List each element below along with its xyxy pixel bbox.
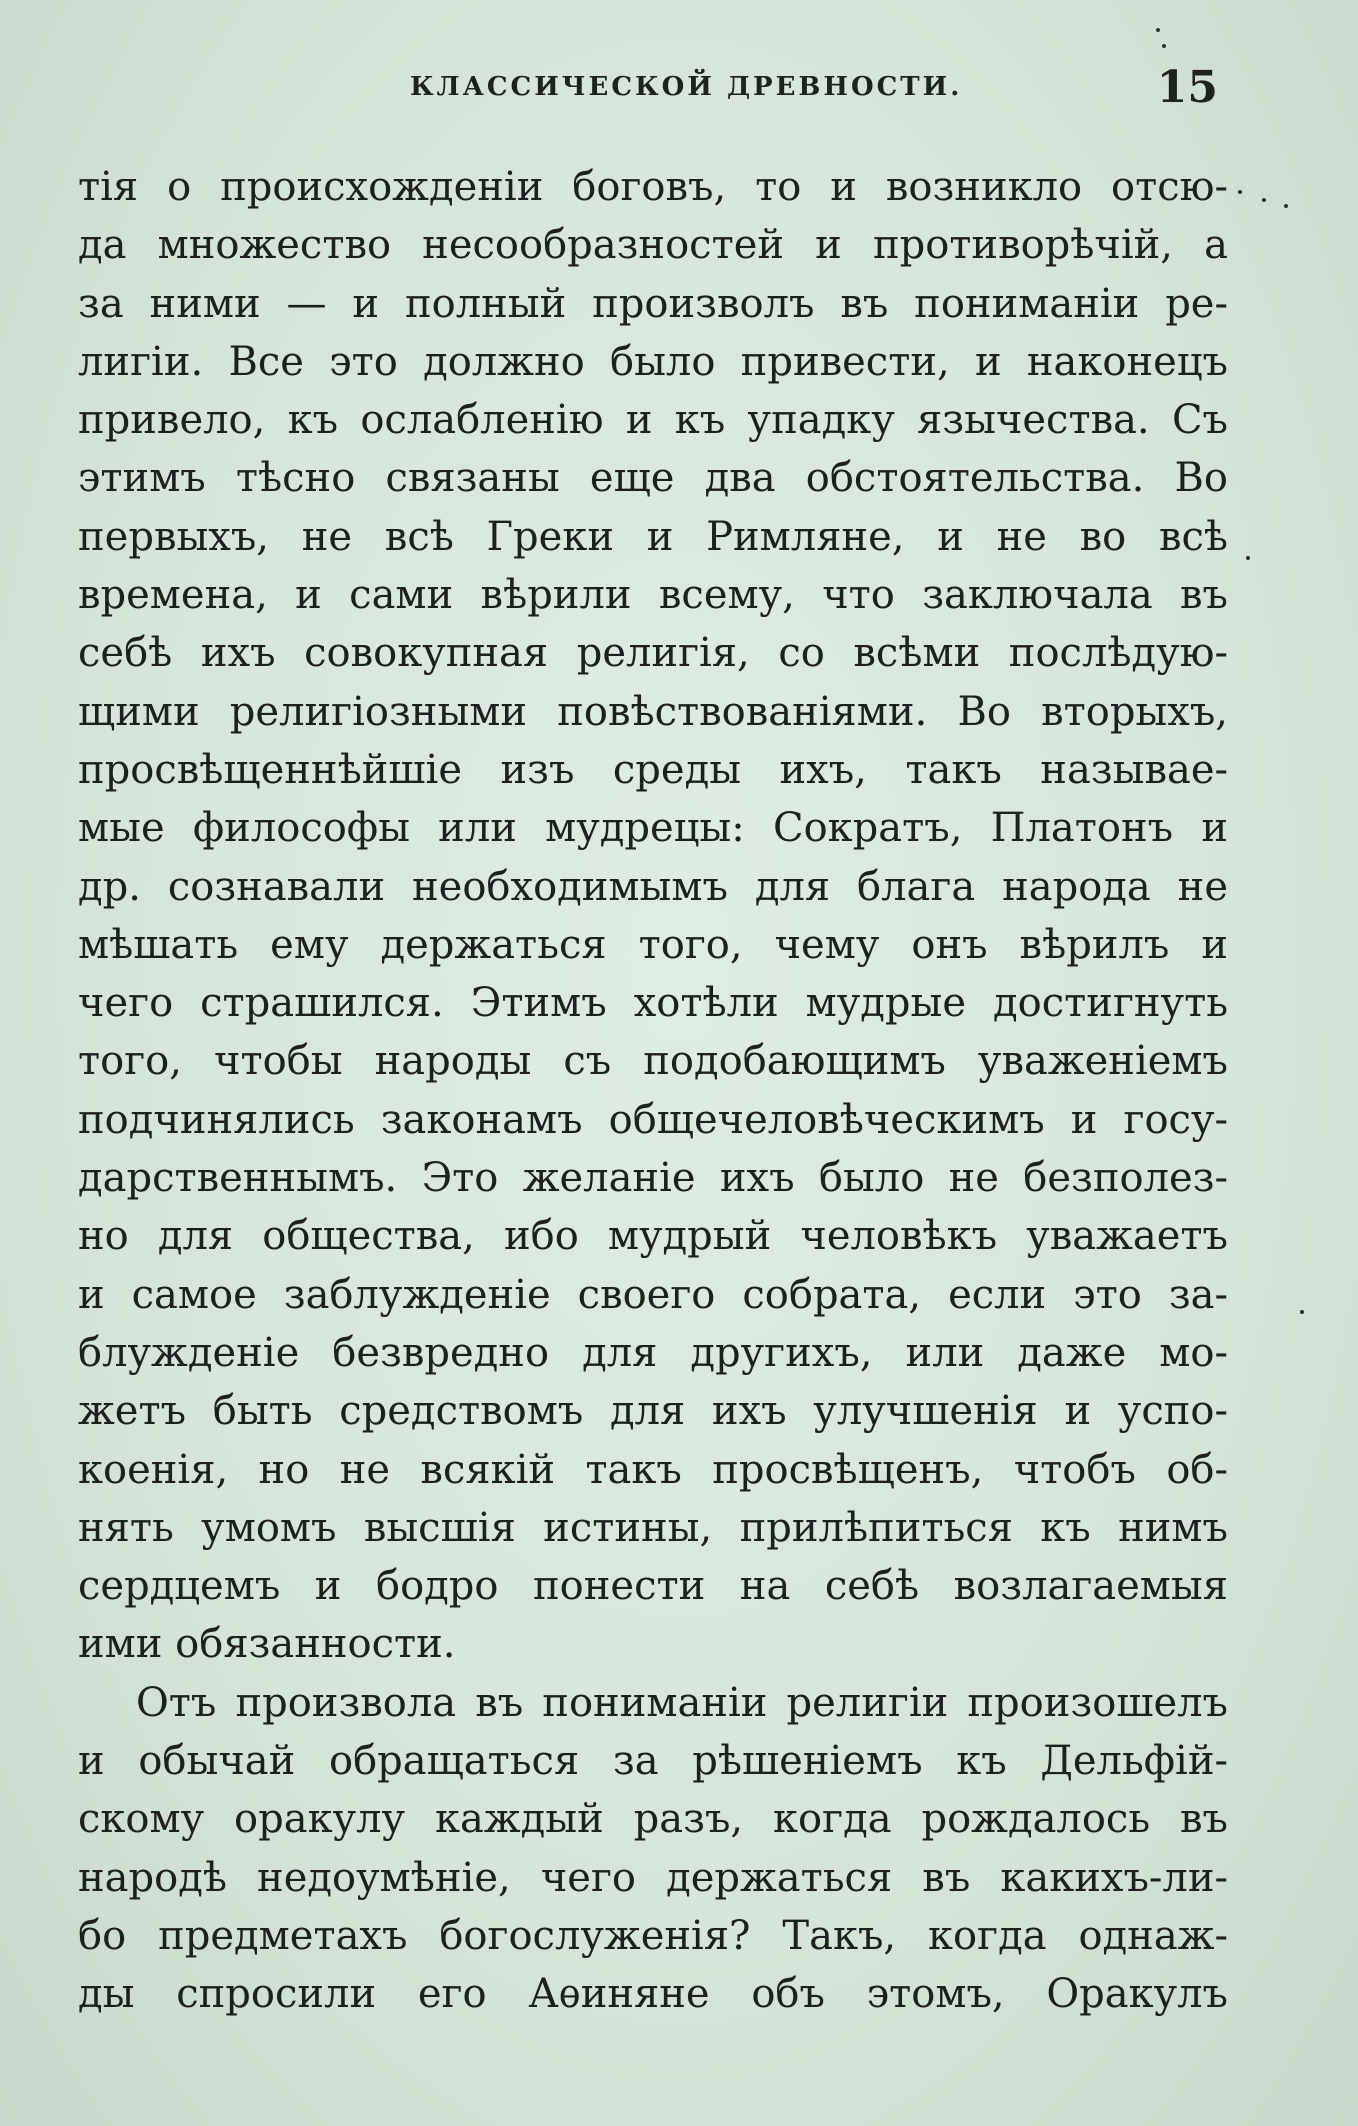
running-head	[0, 62, 1358, 122]
print-speck	[1284, 204, 1288, 208]
text-line: просвѣщеннѣйшіе изъ среды ихъ, такъ называе-	[78, 746, 1228, 793]
text-line: мѣшать ему держаться того, чему онъ вѣрилъ и	[78, 921, 1228, 968]
print-speck	[1162, 44, 1166, 48]
text-line: ими обязанности.	[78, 1621, 456, 1668]
text-line: и самое заблужденіе своего собрата, если это за-	[78, 1271, 1228, 1318]
print-speck	[1300, 1310, 1304, 1314]
paragraph-1	[78, 158, 1228, 1674]
text-line: подчинялись законамъ общечеловѣческимъ и госу-	[78, 1096, 1228, 1143]
text-line: нять умомъ высшія истины, прилѣпиться къ нимъ	[78, 1504, 1228, 1551]
text-line: мые философы или мудрецы: Сократъ, Платонъ и	[78, 805, 1228, 852]
text-line: лигіи. Все это должно было привести, и наконецъ	[78, 338, 1228, 385]
text-line: тія о происхожденіи боговъ, то и возникло отсю-	[78, 164, 1228, 210]
paragraph-2	[78, 1674, 1228, 2024]
text-line: скому оракулу каждый разъ, когда рождалось въ	[78, 1796, 1228, 1843]
running-title: КЛАССИЧЕСКОЙ ДРЕВНОСТИ.	[410, 72, 963, 102]
text-line: Отъ произвола въ пониманіи религіи произошелъ	[136, 1679, 1228, 1726]
page-number: 15	[1156, 62, 1218, 113]
text-line: коенія, но не всякій такъ просвѣщенъ, чтобъ об-	[78, 1446, 1228, 1493]
text-line: народѣ недоумѣніе, чего держаться въ какихъ-ли-	[78, 1854, 1228, 1901]
text-line: привело, къ ослабленію и къ упадку язычества. Съ	[78, 397, 1228, 444]
text-line: времена, и сами вѣрили всему, что заключала въ	[78, 572, 1228, 619]
text-line: этимъ тѣсно связаны еще два обстоятельства. Во	[78, 455, 1228, 502]
text-line: щими религіозными повѣствованіями. Во вторыхъ,	[78, 688, 1228, 735]
text-line: блужденіе безвредно для другихъ, или даже мо-	[78, 1329, 1228, 1376]
text-line: первыхъ, не всѣ Греки и Римляне, и не во всѣ	[78, 513, 1228, 560]
text-line: др. сознавали необходимымъ для блага народа не	[78, 863, 1228, 910]
text-line: чего страшился. Этимъ хотѣли мудрые достигнуть	[78, 980, 1228, 1027]
text-line: но для общества, ибо мудрый человѣкъ уважаетъ	[78, 1213, 1228, 1260]
print-speck	[1238, 190, 1242, 194]
text-line: себѣ ихъ совокупная религія, со всѣми послѣдую-	[78, 630, 1228, 677]
text-line: дарственнымъ. Это желаніе ихъ было не безполез-	[78, 1155, 1228, 1202]
text-line: сердцемъ и бодро понести на себѣ возлагаемыя	[78, 1563, 1228, 1610]
text-line: ды спросили его Аѳиняне объ этомъ, Оракулъ	[78, 1971, 1228, 2018]
text-line: бо предметахъ богослуженія? Такъ, когда однаж-	[78, 1912, 1228, 1959]
body-text	[78, 158, 1228, 2024]
text-line: за ними — и полный произволъ въ пониманіи ре-	[78, 280, 1228, 327]
text-line: и обычай обращаться за рѣшеніемъ къ Дельфій-	[78, 1738, 1228, 1785]
text-line: жетъ быть средствомъ для ихъ улучшенія и успо-	[78, 1388, 1228, 1435]
text-line: того, чтобы народы съ подобающимъ уваженіемъ	[78, 1038, 1228, 1085]
text-line: да множество несообразностей и противорѣчій, а	[78, 222, 1228, 269]
print-speck	[1262, 198, 1266, 202]
print-speck	[1156, 28, 1160, 32]
print-speck	[1246, 556, 1250, 560]
